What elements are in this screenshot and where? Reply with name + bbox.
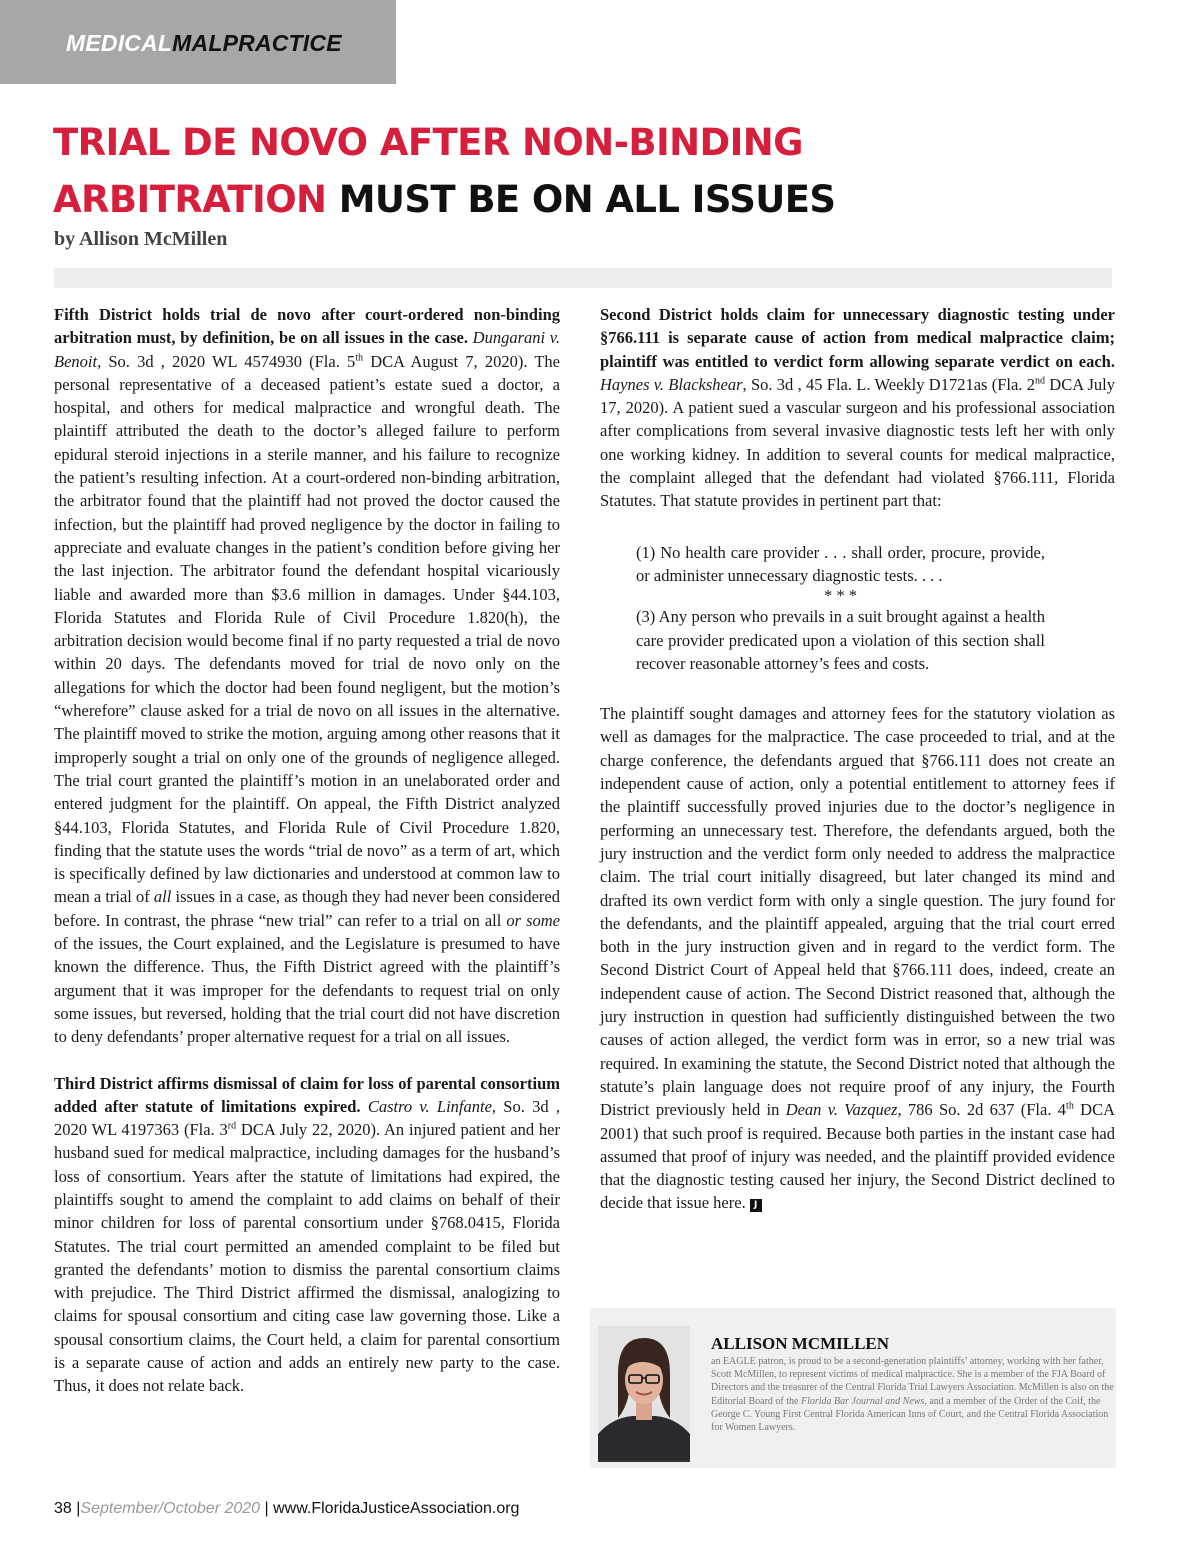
title-black: MUST BE ON ALL ISSUES	[326, 178, 836, 221]
left-column	[54, 303, 560, 1421]
heading-second-district: Second District holds claim for unnecessary diagnostic testing under §766.111 is separate cause of action from medical malpractice claim; plaintiff was entitled to verdict form allowing separate verdict on each.	[600, 305, 1115, 371]
right-column	[600, 303, 1115, 1238]
website-link[interactable]: www.FloridaJusticeAssociation.org	[273, 1500, 520, 1517]
statute-quote: (1) No health care provider . . . shall order, procure, provide, or administer unnecessary diagnostic tests. . . . * * * (3) Any person who prevails in a suit brought against a health care provider predicated upon a violation of this section shall recover reasonable attorney’s fees and costs.	[636, 542, 1045, 673]
article-fifth-district: Fifth District holds trial de novo after court-ordered non-binding arbitration must, by definition, be on all issues in the case. Dungarani v. Benoit, So. 3d , 2020 WL 4574930 (Fla. 5th DCA August 7, 2020). The personal representative of a deceased patient’s estate sued a doctor, a hospital, and others for medical malpractice and wrongful death. The plaintiff attributed the death to the doctor’s alleged failure to perform epidural steroid injections in a sterile manner, and his failure to recognize the patient’s resulting infection. At a court-ordered non-binding arbitration, the arbitrator found that the plaintiff had not proved the doctor caused the infection, but the plaintiff had proved negligence by the doctor in failing to appreciate and evaluate changes in the patient’s condition before giving her the last injection. The arbitrator found the defendant hospital vicariously liable and awarded more than $3.6 million in damages. Under §44.103, Florida Statutes and Florida Rule of Civil Procedure 1.820(h), the arbitration decision would become final if no party requested a trial de novo within 20 days. The defendants moved for trial de novo only on the allegations for which the doctor had been found negligent, but the motion’s “wherefore” clause asked for a trial de novo on all issues in the alternative. The plaintiff moved to strike the motion, arguing among other reasons that it improperly sought a trial on only one of the grounds of negligence alleged. The trial court granted the plaintiff’s motion in an unelaborated order and entered judgment for the plaintiff. On appeal, the Fifth District analyzed §44.103, Florida Statutes, and Florida Rule of Civil Procedure 1.820, finding that the statute uses the words “trial de novo” as a term of art, which is specifically defined by law dictionaries and understood at common law to mean a trial of all issues in a case, as though they had never been considered before. In contrast, the phrase “new trial” can refer to a trial on all or some of the issues, the Court explained, and the Legislature is presumed to have known the difference. Thus, the Fifth District agreed with the plaintiff’s argument that it was improper for the defendants to request trial on only some issues, but reversed, holding that the trial court did not have discretion to deny defendants’ proper alternative request for a trial on all issues.	[54, 305, 561, 1047]
page-footer: 38 |September/October 2020 | www.FloridaJusticeAssociation.org	[54, 1500, 520, 1517]
case-name: Dean v. Vazquez	[785, 1100, 898, 1120]
article-second-district: Second District holds claim for unnecessary diagnostic testing under §766.111 is separate cause of action from medical malpractice claim; plaintiff was entitled to verdict form allowing separate verdict on each. Haynes v. Blackshear, So. 3d , 45 Fla. L. Weekly D1721as (Fla. 2nd DCA July 17, 2020). A patient sued a vascular surgeon and his professional association after complications from several invasive diagnostic tests left her with only one working kidney. In addition to several counts for medical malpractice, the complaint alleged that the defendant had violated §766.111, Florida Statutes. That statute provides in pertinent part that:	[600, 305, 1116, 511]
case-name: Haynes v. Blackshear	[600, 374, 743, 394]
byline: by Allison McMillen	[54, 228, 228, 250]
case-name: Dungarani v. Benoit	[54, 328, 560, 371]
article-second-district-cont: The plaintiff sought damages and attorney fees for the statutory violation as well as damages for the malpractice. The case proceeded to trial, and at the charge conference, the defendants argued that §766.111 does not create an independent cause of action, only a potential entitlement to attorney fees if the plaintiff successfully proved injuries due to the doctor’s negligence in performing an unnecessary test. Therefore, the defendants argued, both the jury instruction and the verdict form only needed to address the malpractice claim. The trial court initially disagreed, but later changed its mind and drafted its own verdict form with only a single question. The jury found for the defendants, and the plaintiff appealed, arguing that the trial court erred both in the jury instruction given and in regard to the verdict form. The Second District Court of Appeal held that §766.111 does, indeed, create an independent cause of action. The Second District reasoned that, although the jury instruction in question had sufficiently distinguished between the two causes of action alleged, the verdict form was in error, so a new trial was required. In examining the statute, the Second District noted that although the statute’s plain language does not require proof of any injury, the Fourth District previously held in Dean v. Vazquez, 786 So. 2d 637 (Fla. 4th DCA 2001) that such proof is required. Because both parties in the instant case had assumed that proof of injury was needed, and the plaintiff provided evidence that the diagnostic testing caused her injury, the Second District declined to decide that issue here. J	[600, 704, 1115, 1213]
title-red-line2: ARBITRATION	[53, 178, 327, 221]
issue-date: September/October 2020	[80, 1500, 261, 1517]
article-title	[53, 114, 1153, 228]
section-tab	[0, 0, 396, 84]
article-third-district: Third District affirms dismissal of claim for loss of parental consortium added after statute of limitations expired. Castro v. Linfante, So. 3d , 2020 WL 4197363 (Fla. 3rd DCA July 22, 2020). An injured patient and her husband sued for medical malpractice, including damages for the husband’s loss of consortium. Years after the statute of limitations had expired, the plaintiffs sought to amend the complaint to add claims on behalf of their minor children for loss of parental consortium under §768.0415, Florida Statutes. The trial court permitted an amended complaint to be filed but granted the defendants’ motion to dismiss the parental consortium claims with prejudice. The Third District affirmed the dismissal, analogizing to claims for spousal consortium and citing case law governing those. Like a spousal consortium claims, the Court held, a claim for parental consortium is a separate cause of action and adds an entirely new party to the case. Thus, it does not relate back.	[54, 1073, 560, 1396]
case-name: Castro v. Linfante	[367, 1096, 492, 1116]
author-photo	[598, 1326, 690, 1462]
heading-fifth-district: Fifth District holds trial de novo after court-ordered non-binding arbitration must, by definition, be on all issues in the case.	[54, 305, 560, 348]
page-number: 38	[54, 1500, 72, 1517]
end-mark-icon: J	[750, 1199, 762, 1212]
title-red-line1: TRIAL DE NOVO AFTER NON-BINDING	[53, 121, 803, 164]
author-bio-text: an EAGLE patron, is proud to be a second-generation plaintiffs’ attorney, working with her father, Scott McMillen, to represent victims of medical malpractice. She is a member of the FJA Board of Directors and the treasurer of the Central Florida Trial Lawyers Association. McMillen is also on the Editorial Board of the Florida Bar Journal and News, and a member of the Order of the Coif, the George C. Young First Central Florida American Inns of Court, and the Central Florida Association for Women Lawyers.	[711, 1356, 1114, 1434]
portrait-photo-icon	[598, 1326, 690, 1460]
divider-bar	[54, 268, 1112, 288]
section-label: MEDICALMALPRACTICE	[66, 30, 342, 56]
author-name: ALLISON MCMILLEN	[711, 1334, 890, 1353]
heading-third-district: Third District affirms dismissal of claim for loss of parental consortium added after statute of limitations expired.	[54, 1073, 560, 1116]
